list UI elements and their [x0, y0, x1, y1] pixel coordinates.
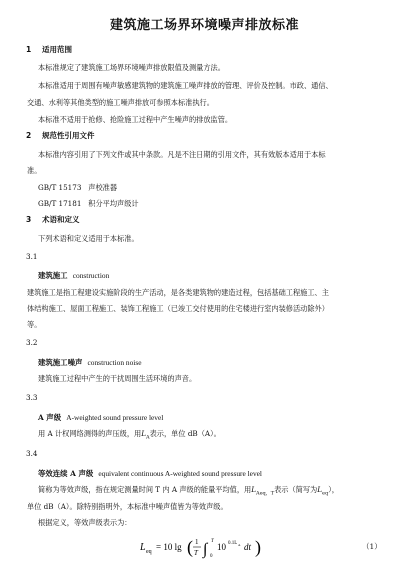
term-heading	[38, 357, 142, 368]
paragraph: 等。	[27, 320, 42, 329]
svg-text:A: A	[238, 543, 241, 547]
paragraph: 下列术语和定义适用于本标准。	[38, 234, 139, 243]
reference-name: 积分平均声级计	[88, 199, 139, 208]
document-title: 建筑施工场界环境噪声排放标准	[109, 18, 299, 33]
svg-text:= 10 lg: = 10 lg	[156, 542, 182, 552]
term-number: 3.4	[26, 449, 38, 458]
svg-text:eq: eq	[146, 549, 152, 555]
term-heading	[38, 270, 109, 281]
svg-text:0: 0	[210, 554, 213, 559]
paragraph: 准。	[27, 166, 42, 175]
equation-graphic	[140, 532, 280, 562]
symbol-subscript: A	[145, 434, 150, 441]
paragraph: 本标准内容引用了下列文件或其中条款。凡是不注日期的引用文件，其有效版本适用于本标	[38, 150, 326, 159]
term-cn: 等效连续 A 声级	[38, 469, 94, 478]
term-en: construction	[72, 271, 110, 280]
section-3-heading	[26, 214, 80, 225]
svg-text:0.1L: 0.1L	[228, 541, 238, 546]
section-title: 适用范围	[42, 45, 72, 54]
equation	[140, 532, 280, 566]
term-en: A-weighted sound pressure level	[66, 413, 164, 422]
svg-text:): )	[255, 537, 261, 557]
paragraph: 交通、水利等其他类型的施工噪声排放可参照本标准执行。	[27, 98, 214, 107]
term-en: construction noise	[87, 358, 142, 367]
section-1-heading	[26, 44, 72, 55]
paragraph: 用 A 计权网络测得的声压级，用$L_A$表示，单位 dB（A）。	[38, 429, 221, 441]
section-title: 规范性引用文件	[42, 131, 95, 140]
svg-text:∫: ∫	[203, 541, 208, 558]
paragraph: 单位 dB（A）。除特别指明外，本标准中噪声值皆为等效声级。	[27, 502, 228, 511]
svg-text:10: 10	[217, 542, 226, 552]
svg-text:L: L	[140, 542, 146, 553]
reference-name: 声校准器	[88, 183, 118, 192]
symbol-subscript: Aeq，T	[255, 490, 275, 497]
reference-code: GB/T 15173	[38, 183, 82, 192]
term-heading	[38, 412, 163, 423]
section-2-heading	[26, 130, 95, 141]
symbol: L	[251, 485, 256, 494]
equation-number: （1）	[362, 542, 382, 551]
section-title: 术语和定义	[42, 215, 80, 224]
reference-code: GB/T 17181	[38, 199, 82, 208]
term-cn: A 声级	[38, 413, 62, 422]
term-en: equivalent continuous A-weighted sound pressure level	[98, 469, 262, 478]
paragraph: 本标准不适用于抢修、抢险施工过程中产生噪声的排放监管。	[38, 115, 233, 124]
term-number: 3.1	[26, 252, 38, 261]
paragraph: 建筑施工过程中产生的干扰周围生活环境的声音。	[38, 374, 197, 383]
paragraph: 建筑施工是指工程建设实施阶段的生产活动，是各类建筑物的建造过程，包括基础工程施工、主	[27, 288, 329, 297]
paragraph: 简称为等效声级，指在规定测量时间 T 内 A 声级的能量平均值，用$L_{Aeq,T}$表示（简写为$L_{eq}$），	[38, 485, 339, 497]
term-cn: 建筑施工噪声	[38, 358, 83, 367]
svg-text:1: 1	[195, 538, 199, 546]
reference-item	[38, 183, 117, 193]
section-number: 3	[26, 215, 32, 224]
term-number: 3.2	[26, 338, 38, 347]
symbol: L	[141, 429, 146, 438]
reference-item	[38, 199, 139, 209]
svg-text:(: (	[187, 537, 193, 557]
paragraph: 本标准适用于周围有噪声敏感建筑物的建筑施工噪声排放的管理、评价及控制。市政、通信、	[38, 81, 333, 90]
symbol-subscript: eq	[322, 490, 329, 497]
term-heading	[38, 468, 262, 479]
paragraph: 体结构施工、屋面工程施工、装饰工程施工（已竣工交付使用的住宅楼进行室内装修活动除外）	[27, 304, 329, 313]
term-number: 3.3	[26, 393, 38, 402]
symbol: L	[317, 485, 323, 494]
svg-text:T: T	[211, 539, 214, 544]
section-number: 2	[26, 131, 32, 140]
paragraph: 本标准规定了建筑施工场界环境噪声排放限值及测量方法。	[38, 63, 225, 72]
svg-text:T: T	[194, 549, 198, 557]
paragraph: 根据定义，等效声级表示为：	[38, 518, 132, 527]
term-cn: 建筑施工	[38, 271, 68, 280]
section-number: 1	[26, 45, 32, 54]
svg-text:dt: dt	[244, 542, 252, 552]
